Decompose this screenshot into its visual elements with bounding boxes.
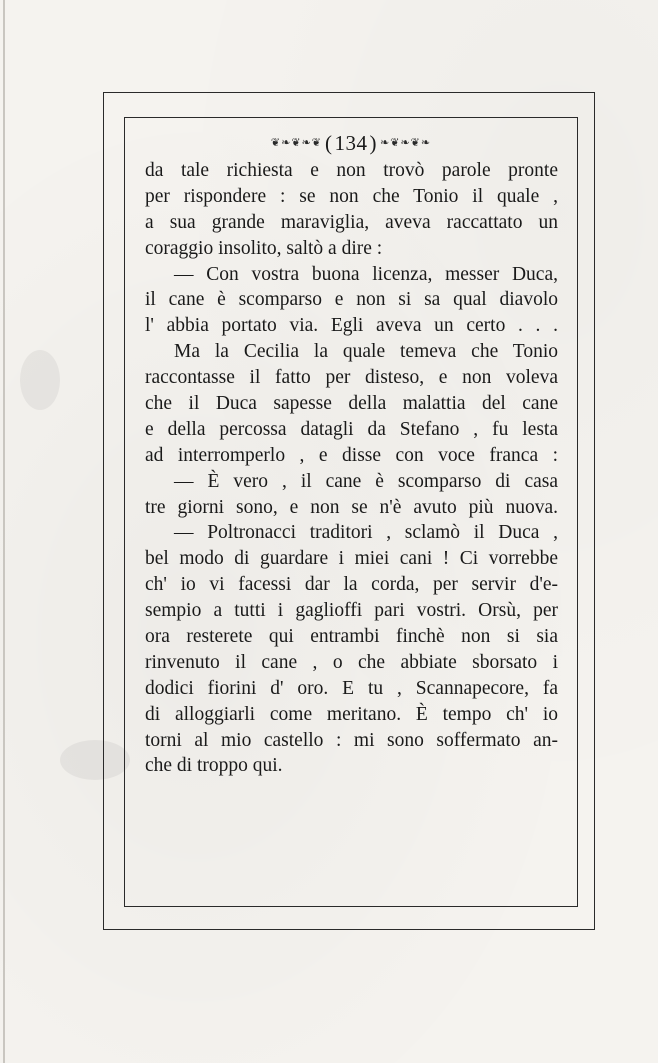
ornament-left: ❦❧❦❧❦ [270,135,322,149]
text-line: Ma la Cecilia la quale temeva che Tonio [174,341,558,363]
text-line: torni al mio castello : mi sono soffermato an- [145,729,558,751]
text-line: ad interromperlo , e disse con voce franca : [145,444,558,466]
text-line: tre giorni sono, e non se n'è avuto più nuova. [145,496,558,518]
text-line: l' abbia portato via. Egli aveva un certo . . . [145,315,558,337]
text-line: bel modo di guardare i miei cani ! Ci vorrebbe [145,548,558,570]
text-line: rinvenuto il cane , o che abbiate sborsato i [145,651,558,673]
text-line: e della percossa datagli da Stefano , fu lesta [145,418,558,440]
text-line: che il Duca sapesse della malattia del cane [145,393,558,415]
paren-close: ) [369,130,377,155]
paper-stain [20,350,60,410]
scan-edge [3,0,5,1063]
text-line: — Con vostra buona licenza, messer Duca, [174,263,558,285]
text-line: dodici fiorini d' oro. E tu , Scannapecore, fa [145,677,558,699]
text-line: a sua grande maraviglia, aveva raccattato un [145,211,558,233]
text-line: — Poltronacci traditori , sclamò il Duca , [174,522,558,544]
text-line: — È vero , il cane è scomparso di casa [174,470,558,492]
text-line: sempio a tutti i gaglioffi pari vostri. Orsù, per [145,600,558,622]
text-line: coraggio insolito, saltò a dire : [145,237,383,259]
ornament-right: ❧❦❧❦❧ [380,135,432,149]
paren-open: ( [325,130,333,155]
page-header [124,126,578,160]
text-line: che di troppo qui. [145,755,283,777]
text-line: ora resterete qui entrambi finchè non si sia [145,626,558,648]
body-text [145,158,558,779]
text-line: raccontasse il fatto per disteso, e non voleva [145,367,558,389]
page-number: 134 [334,130,368,155]
text-line: di alloggiarli come meritano. È tempo ch' io [145,703,558,725]
text-line: per rispondere : se non che Tonio il quale , [145,185,558,207]
text-line: ch' io vi facessi dar la corda, per servir d'e- [145,574,558,596]
text-line: da tale richiesta e non trovò parole pronte [145,160,558,181]
text-line: il cane è scomparso e non si sa qual diavolo [145,289,558,311]
